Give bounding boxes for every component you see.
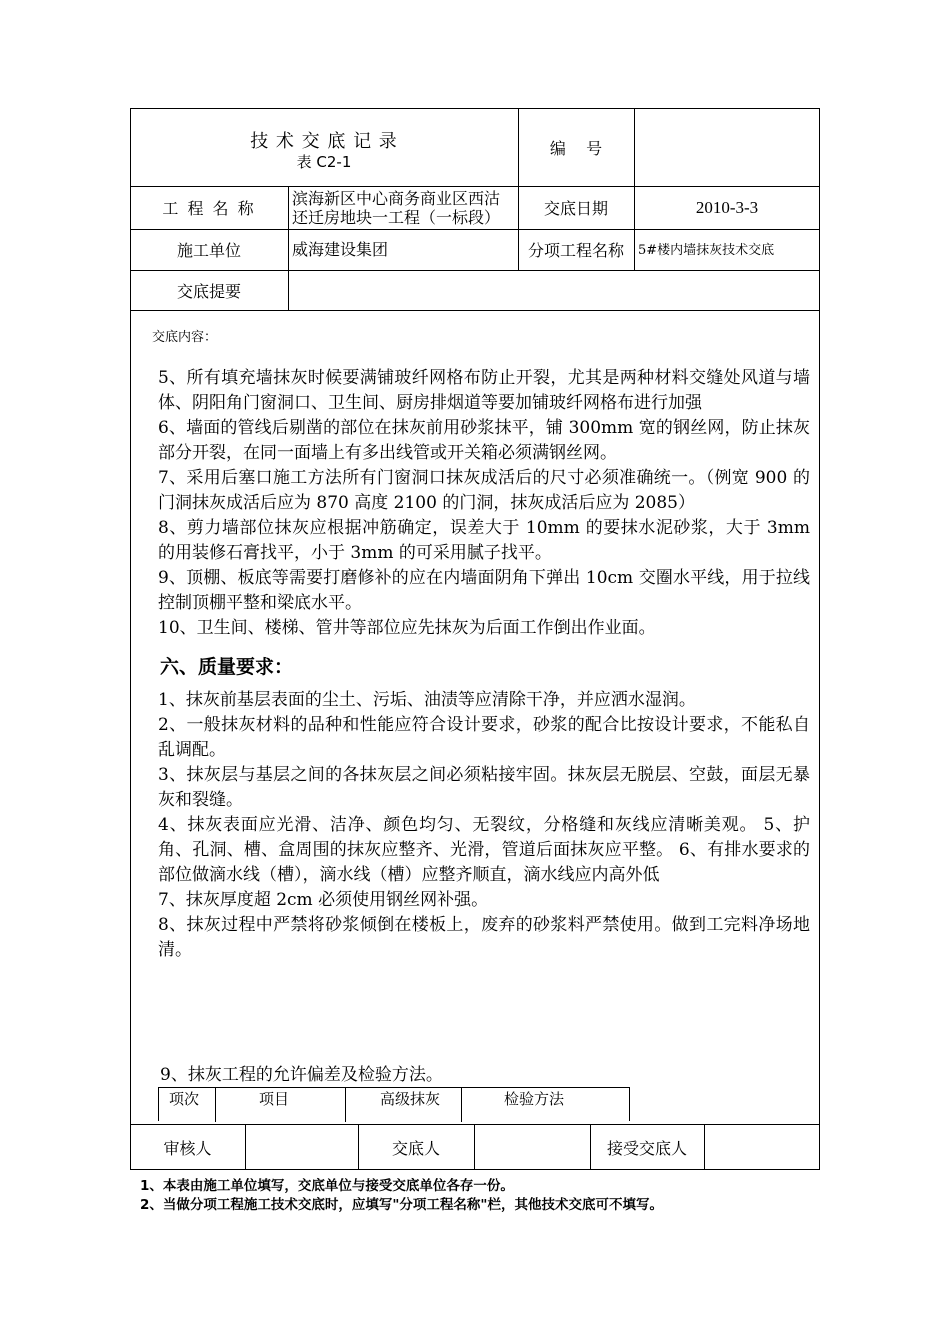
form-title: 技 术 交 底 记 录 <box>250 131 398 152</box>
content-items <box>158 366 810 641</box>
contractor-value: 威海建设集团 <box>292 240 389 259</box>
project-name-value-line2: 还迁房地块一工程（一标段） <box>292 208 501 227</box>
col-divider <box>215 1088 216 1122</box>
tolerance-table <box>158 1087 630 1121</box>
quality-heading: 六、质量要求： <box>160 656 294 678</box>
reviewer-label: 审核人 <box>163 1138 212 1158</box>
subproject-value: 5#楼内墙抹灰技术交底 <box>638 243 775 258</box>
presenter-signature[interactable] <box>474 1124 590 1170</box>
content-item: 5、所有填充墙抹灰时候要满铺玻纤网格布防止开裂，尤其是两种材料交缝处风道与墙体、阴阳角门窗洞口、卫生间、厨房排烟道等要加铺玻纤网格布进行加强 <box>158 368 810 413</box>
presenter-label: 交底人 <box>391 1138 440 1158</box>
tolerance-header: 项次 <box>169 1090 200 1108</box>
footnote: 2、当做分项工程施工技术交底时，应填写"分项工程名称"栏，其他技术交底可不填写。 <box>140 1197 663 1213</box>
tolerance-title: 9、抹灰工程的允许偏差及检验方法。 <box>160 1065 443 1085</box>
quality-item: 7、抹灰厚度超 2cm 必须使用钢丝网补强。 <box>158 890 489 910</box>
quality-item: 3、抹灰层与基层之间的各抹灰层之间必须粘接牢固。抹灰层无脱层、空鼓，面层无暴灰和裂缝。 <box>158 765 810 810</box>
content-item: 8、剪力墙部位抹灰应根据冲筋确定，误差大于 10mm 的要抹水泥砂浆，大于 3mm 的用装修石膏找平，小于 3mm 的可采用腻子找平。 <box>158 518 810 563</box>
content-label: 交底内容： <box>152 330 218 345</box>
col-divider <box>345 1088 346 1122</box>
project-name-label: 工 程 名 称 <box>162 199 256 218</box>
content-item: 9、顶棚、板底等需要打磨修补的应在内墙面阴角下弹出 10cm 交圈水平线，用于拉线控制顶棚平整和梁底水平。 <box>158 568 810 613</box>
subproject-label: 分项工程名称 <box>527 241 624 260</box>
content-item: 6、墙面的管线后剔凿的部位在抹灰前用砂浆抹平，铺 300mm 宽的钢丝网，防止抹灰部分开裂，在同一面墙上有多出线管或开关箱必须满钢丝网。 <box>158 418 810 463</box>
disclosure-date-label: 交底日期 <box>543 199 608 218</box>
content-item: 10、卫生间、楼梯、管井等部位应先抹灰为后面工作倒出作业面。 <box>158 618 656 638</box>
receiver-label: 接受交底人 <box>606 1138 687 1158</box>
disclosure-date-value: 2010-3-3 <box>695 197 759 217</box>
quality-item: 8、抹灰过程中严禁将砂浆倾倒在楼板上，废弃的砂浆料严禁使用。做到工完料净场地清。 <box>158 915 810 960</box>
quality-items <box>158 688 810 963</box>
number-label: 编 号 <box>549 138 603 158</box>
contractor-label: 施工单位 <box>176 241 241 260</box>
reviewer-signature[interactable] <box>245 1124 358 1170</box>
form-number: 表 C2-1 <box>296 152 352 171</box>
tolerance-header: 项目 <box>259 1090 290 1108</box>
footnote: 1、本表由施工单位填写，交底单位与接受交底单位各存一份。 <box>140 1178 514 1194</box>
quality-item: 2、一般抹灰材料的品种和性能应符合设计要求，砂浆的配合比按设计要求，不能私自乱调配。 <box>158 715 810 760</box>
receiver-signature[interactable] <box>704 1124 820 1170</box>
row-divider <box>130 310 820 311</box>
project-name-value-line1: 滨海新区中心商务商业区西沽 <box>292 189 501 208</box>
summary-label: 交底提要 <box>176 281 241 301</box>
content-item: 7、采用后塞口施工方法所有门窗洞口抹灰成活后的尺寸必须准确统一。（例宽 900 的门洞抹灰成活后应为 870 高度 2100 的门洞，抹灰成活后应为 2085） <box>158 468 810 513</box>
quality-item: 4、抹灰表面应光滑、洁净、颜色均匀、无裂纹，分格缝和灰线应清晰美观。 5、护角、孔洞、槽、盒周围的抹灰应整齐、光滑，管道后面抹灰应平整。 6、有排水要求的部位做滴水线（槽），滴水线（槽）应整齐顺直，滴水线应内高外低 <box>158 815 810 885</box>
quality-item: 1、抹灰前基层表面的尘土、污垢、油渍等应清除干净，并应洒水湿润。 <box>158 690 696 710</box>
number-value[interactable] <box>634 108 820 186</box>
tolerance-header: 高级抹灰 <box>380 1090 441 1108</box>
tolerance-header: 检验方法 <box>504 1090 565 1108</box>
col-divider <box>288 186 289 310</box>
col-divider <box>461 1088 462 1122</box>
